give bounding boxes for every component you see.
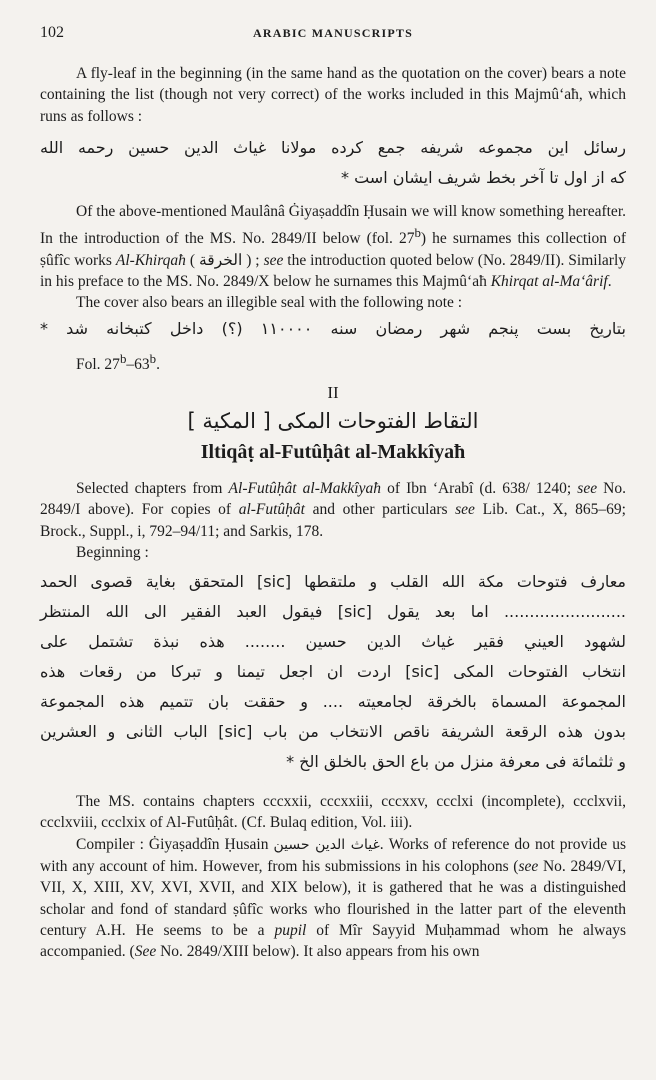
beginning-label: Beginning : [76, 543, 149, 561]
beginning-line: لشهود العيني فقير غياث الدين حسين ........ هذه نبذة تشتمل على [40, 632, 626, 652]
beginning-line: ........................ اما بعد يقول [sic] فيقول العبد الفقير الى الله المنتظر [40, 602, 626, 622]
arabic-note-line: رسائل این مجموعه شریفه جمع کرده مولانا غیاث الدین حسین رحمه الله [40, 137, 626, 157]
arabic-work-title: التقاط الفتوحات المكى [ المكية ] [187, 408, 479, 433]
work-title: Iltiqâṭ al-Futûḥât al-Makkîyaħ [200, 440, 466, 463]
arabic-flyleaf-note [40, 133, 626, 163]
page-header [40, 24, 626, 44]
seal-note-line: بتاریخ بست پنجم شهر رمضان سنه ۱۱۰۰۰۰ (؟) داخل کتبخانه شد * [40, 318, 627, 338]
arabic-beginning-text [40, 567, 626, 777]
seal-paragraph: The cover also bears an illegible seal with the following note : [76, 294, 463, 312]
page-body [40, 63, 626, 963]
beginning-line: و ثلثمائة فى معرفة منزل من باع الحق بالخلق الخ * [286, 752, 626, 772]
arabic-seal-note [40, 314, 626, 344]
compiler-intro-paragraph: Of the above-mentioned Maulânâ Ġiyaṣaddîn Ḥusain we will know something hereafter. In the introduction of the MS. No. 2849/II below (fol. 27$^b$) he surnames this collection of ṣûfîc works Al-Khirqaħ ( الخرقة ) ; see the introduction quoted below (No. 2849/II). Similarly in his preface to the MS. No. 2849/X below he surnames this Majmû‘aħ Khirqat al-Ma‘ârif. [40, 202, 626, 290]
beginning-line: المجموعة المسماة بالخرقة لجامعيته .... و حققت بان تتميم هذه المجموعة [40, 692, 626, 712]
flyleaf-paragraph: A fly-leaf in the beginning (in the same hand as the quotation on the cover) bears a note containing the list (though not very correct) of the works included in this Majmû‘aħ, which runs as follows : [40, 65, 626, 125]
section-number: II [327, 382, 339, 402]
running-head: ARABIC MANUSCRIPTS [253, 26, 413, 40]
compiler-arabic-name: غياث الدين حسين [273, 836, 380, 853]
compiler-paragraph: Compiler : Ġiyaṣaddîn Ḥusain غياث الدين حسين. Works of reference do not provide us with any account of him. However, from his submissions in his colophons (see No. 2849/VI, VII, X, XIII, XV, XVI, XVII, and XIX below), it is gathered that he was a distinguished scholar and fond of standard ṣûfîc works who flourished in the latter part of the eleventh century A.H. He seems to be a pupil of Mîr Sayyid Muḥammad whom he always accompanied. (See No. 2849/XIII below). It also appears from his own [40, 835, 627, 961]
beginning-line: بدون هذه الرقعة الشريفة ناقص الانتخاب من باب [sic] الباب الثانى و العشرين [40, 722, 627, 742]
page-number: 102 [40, 24, 64, 41]
selected-chapters-paragraph: Selected chapters from Al-Futûḥât al-Makkîyaħ of Ibn ‘Arabî (d. 638/ 1240; see No. 2849/I above). For copies of al-Futûḥât and other particulars see Lib. Cat., X, 865–69; Brock., Suppl., i, 792–94/11; and Sarkis, 178. [40, 479, 626, 540]
arabic-flyleaf-note-end [40, 163, 626, 193]
beginning-line: معارف فتوحات مكة الله القلب و ملتقطها [sic] المتحقق بغاية قصوى الحمد [40, 572, 626, 592]
chapters-paragraph: The MS. contains chapters cccxxii, cccxxiii, cccxxv, ccclxi (incomplete), ccclxvii, ccclxviii, ccclxix of Al-Futûḥât. (Cf. Bulaq edition, Vol. iii). [40, 793, 626, 832]
beginning-line: انتخاب الفتوحات المكى [sic] اردت ان اجعل تيمنا و تبركا من رقعات هذه [40, 662, 626, 682]
folio-range: Fol. 27$^b$–63$^b$. [76, 350, 160, 373]
arabic-note-line: که از اول تا آخر بخط شریف ایشان است * [340, 167, 626, 187]
